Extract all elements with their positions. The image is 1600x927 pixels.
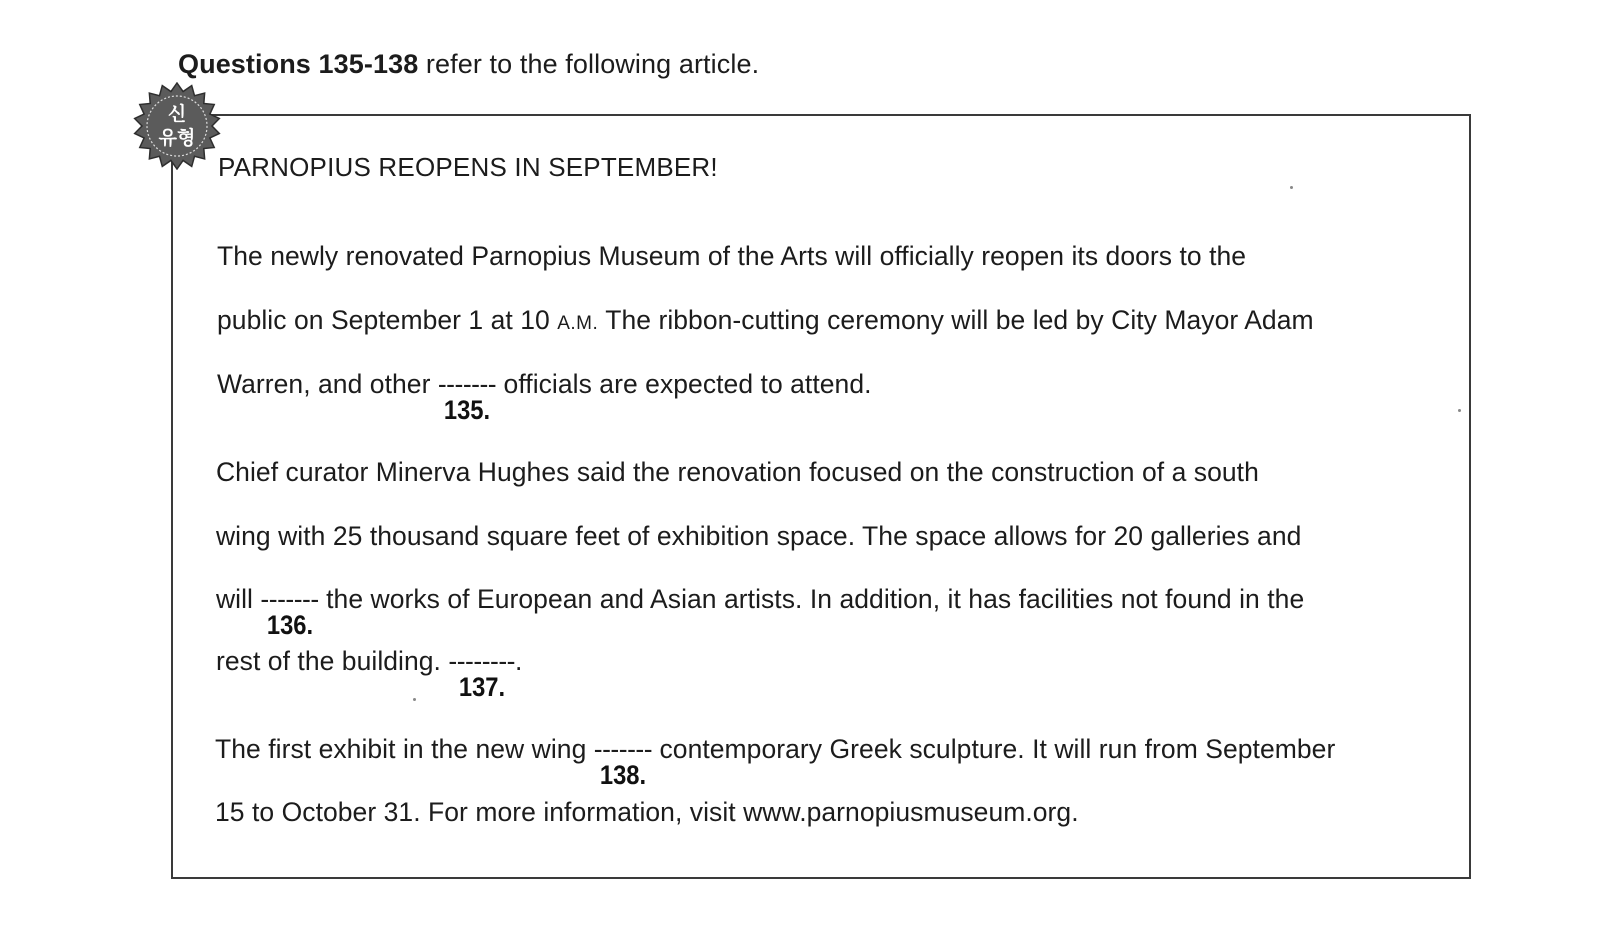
p2-line2: wing with 25 thousand square feet of exhibition space. The space allows for 20 galleries and	[216, 521, 1302, 551]
starburst-badge-icon	[133, 82, 221, 170]
p1-line2-text-b: The ribbon-cutting ceremony will be led by City Mayor Adam	[598, 305, 1314, 335]
p1-line3-text-b: officials are expected to attend.	[496, 369, 872, 399]
blank-138[interactable]	[593, 734, 653, 790]
p3-line2: 15 to October 31. For more information, visit www.parnopiusmuseum.org.	[215, 797, 1079, 827]
p2-line3-text-b: the works of European and Asian artists. In addition, it has facilities not found in the	[318, 584, 1305, 614]
p2-line4-text-a: rest of the building.	[216, 646, 449, 676]
new-type-badge	[133, 82, 221, 170]
question-range: Questions 135-138	[178, 49, 419, 79]
p1-line3-text-a: Warren, and other	[217, 369, 438, 399]
question-number-136: 136.	[266, 610, 313, 640]
p2-line1: Chief curator Minerva Hughes said the renovation focused on the construction of a south	[216, 457, 1259, 487]
blank-135-dashes: -------	[437, 369, 497, 399]
p1-line3	[217, 369, 872, 425]
p3-line1	[215, 734, 1336, 790]
p1-line2	[217, 305, 1314, 336]
p1-line2-text-a: public on September 1 at 10	[217, 305, 558, 335]
p2-line3	[216, 584, 1305, 640]
blank-137[interactable]	[448, 646, 515, 702]
scan-speck	[1290, 186, 1293, 189]
questions-header	[178, 49, 759, 80]
p1-line1: The newly renovated Parnopius Museum of the Arts will officially reopen its doors to the	[217, 241, 1247, 271]
time-abbreviation: A.M.	[557, 313, 599, 334]
p2-line4-text-b: .	[515, 646, 523, 676]
question-number-138: 138.	[599, 760, 647, 790]
article-title: PARNOPIUS REOPENS IN SEPTEMBER!	[218, 152, 718, 182]
blank-135[interactable]	[437, 369, 497, 425]
p2-line3-text-a: will	[216, 584, 261, 614]
scan-speck	[1458, 409, 1461, 412]
p3-line1-text-b: contemporary Greek sculpture. It will run from September	[652, 734, 1336, 764]
question-number-137: 137.	[458, 672, 505, 702]
badge-text-line1: 신	[167, 103, 187, 125]
blank-138-dashes: -------	[593, 734, 653, 764]
p3-line1-text-a: The first exhibit in the new wing	[215, 734, 594, 764]
blank-137-dashes: --------	[448, 646, 515, 676]
scan-speck	[413, 698, 416, 701]
blank-136-dashes: -------	[260, 584, 319, 614]
question-number-135: 135.	[443, 395, 491, 425]
badge-text-line2: 유형	[158, 127, 196, 149]
p2-line4	[216, 646, 523, 702]
header-instruction: refer to the following article.	[425, 49, 760, 79]
blank-136[interactable]	[260, 584, 319, 640]
